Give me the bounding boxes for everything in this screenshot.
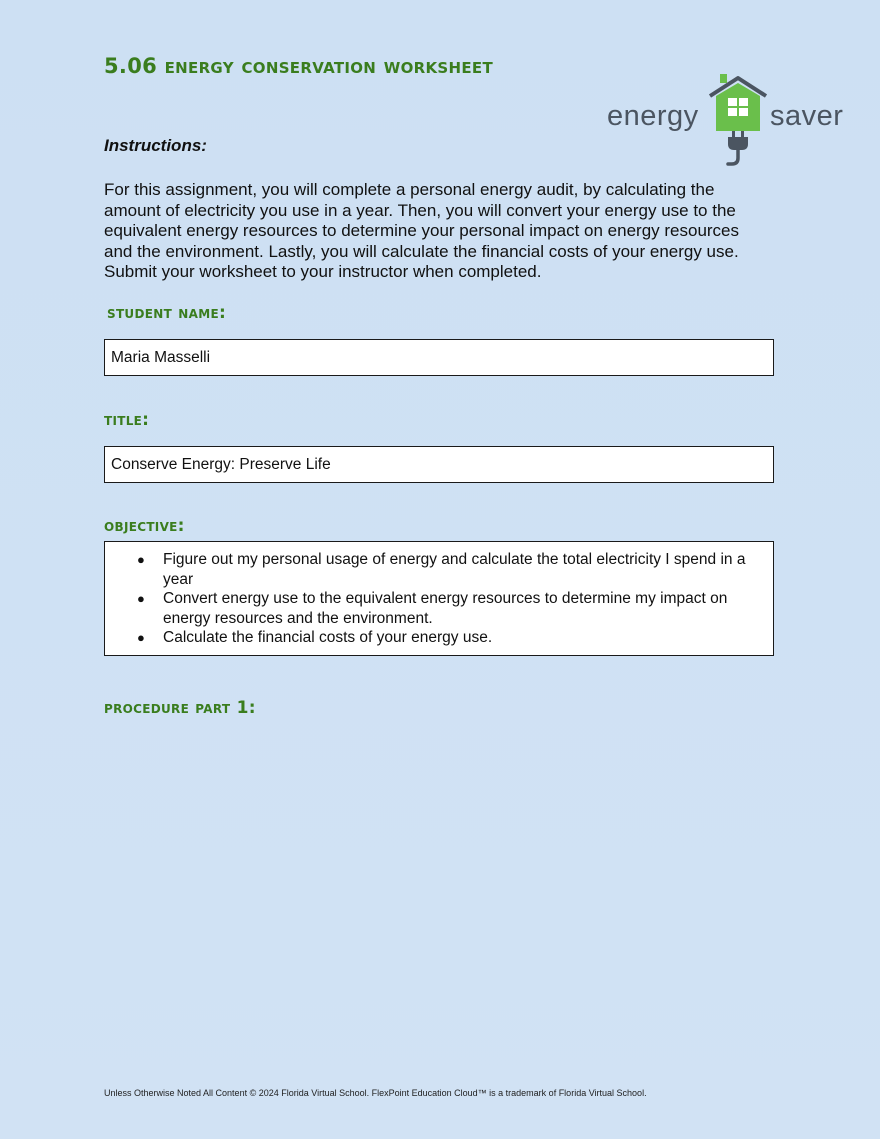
instructions-label: Instructions:	[104, 136, 207, 155]
objective-item: ● Convert energy use to the equivalent energy resources to determine my impact on energy resources and the environment.	[163, 589, 759, 628]
objective-label: objective:	[104, 516, 185, 536]
worksheet-title: 5.06 energy conservation worksheet	[104, 54, 494, 78]
instructions-text: For this assignment, you will complete a personal energy audit, by calculating the amount of electricity you use in a year. Then, you will convert your energy use to the equivalent energy resources to determine your personal impact on energy resources and the environment. Lastly, you will calculate the financial costs of your energy use. Submit your worksheet to your instructor when completed.	[104, 180, 740, 281]
student-name-value: Maria Masselli	[111, 349, 211, 366]
objective-item: ● Figure out my personal usage of energy and calculate the total electricity I spend in a year	[163, 550, 759, 589]
objective-field[interactable]	[104, 541, 774, 656]
energy-saver-logo	[607, 74, 849, 166]
house-plug-icon	[707, 74, 771, 166]
procedure-part-1-label: procedure part 1:	[104, 698, 256, 718]
logo-word-energy: energy	[607, 100, 699, 132]
objective-list	[105, 550, 759, 648]
logo-word-saver: saver	[770, 100, 844, 132]
copyright-footer: Unless Otherwise Noted All Content © 2024 Florida Virtual School. FlexPoint Education Cloud™ is a trademark of Florida Virtual School.	[104, 1088, 647, 1098]
student-name-field[interactable]	[104, 339, 774, 376]
title-value: Conserve Energy: Preserve Life	[111, 456, 331, 473]
title-field[interactable]	[104, 446, 774, 483]
title-label: title:	[104, 410, 150, 430]
student-name-label: student name:	[107, 303, 227, 323]
objective-item: ● Calculate the financial costs of your energy use.	[163, 628, 759, 648]
